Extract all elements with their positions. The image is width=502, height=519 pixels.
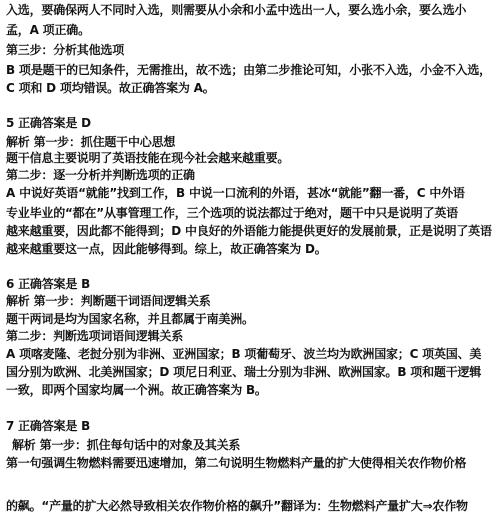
answer-heading: 5 正确答案是 D [6, 116, 91, 130]
text-line: 解析 第一步：判断题干词语间逻辑关系 [6, 294, 211, 308]
text-line: 越来越重要，因此都不能得到；D 中良好的外语能力能提供更好的发展前景，正是说明了英语 [6, 224, 492, 238]
text-line: 国分别为欧洲、北美洲国家；D 项尼日利亚、瑞士分别为非洲、欧洲国家。B 项和题干逻辑 [6, 365, 482, 379]
text-line: A 中说好英语“就能”找到工作，B 中说一口流利的外语，甚冰“就能”翻一番，C 中外语 [6, 186, 465, 200]
text-line: C 项和 D 项均错误。故正确答案为 A。 [6, 81, 215, 95]
section-heading: 第二步：判断选项词语间逻辑关系 [6, 329, 184, 343]
text-line: 题干信息主要说明了英语技能在现今社会越来越重要。 [6, 151, 290, 165]
text-line: 入选，要确保两人不同时入选，则需要从小余和小孟中选出一人，要么选小余，要么选小 [6, 3, 467, 17]
text-line: 孟，A 项正确。 [6, 23, 90, 37]
section-heading: 第二步：逐一分析并判断选项的正确 [6, 168, 195, 182]
text-line: 解析 第一步：抓住每句话中的对象及其关系 [12, 438, 241, 452]
text-line: 的飙。“产量的扩大必然导致相关农作物价格的飙升”翻译为：生物燃料产量扩大⇒农作物 [6, 499, 468, 513]
text-line: 第一句强调生物燃料需要迅速增加，第二句说明生物燃料产量的扩大使得相关农作物价格 [6, 456, 467, 470]
section-heading: 第三步：分析其他选项 [6, 43, 125, 57]
text-line: 解析 第一步：抓住题干中心思想 [6, 135, 176, 149]
text-line: 一致，即两个国家均属一个洲。故正确答案为 B。 [6, 383, 267, 397]
text-line: 专业毕业的“都在”从事管理工作，三个选项的说法都过于绝对，题干中只是说明了英语 [6, 206, 458, 220]
answer-heading: 6 正确答案是 B [6, 277, 91, 291]
text-line: 题干两词是均为国家名称，并且都属于南美洲。 [6, 312, 254, 326]
text-line: A 项喀麦隆、老挝分别为非洲、亚洲国家；B 项葡萄牙、波兰均为欧洲国家；C 项英国、美 [6, 347, 482, 361]
text-line: B 项是题干的已知条件，无需推出，故不选；由第二步推论可知，小张不入选，小金不入选， [6, 63, 491, 77]
answer-heading: 7 正确答案是 B [6, 419, 91, 433]
text-line: 越来越重要这一点，因此能够得到。综上，故正确答案为 D。 [6, 242, 327, 256]
